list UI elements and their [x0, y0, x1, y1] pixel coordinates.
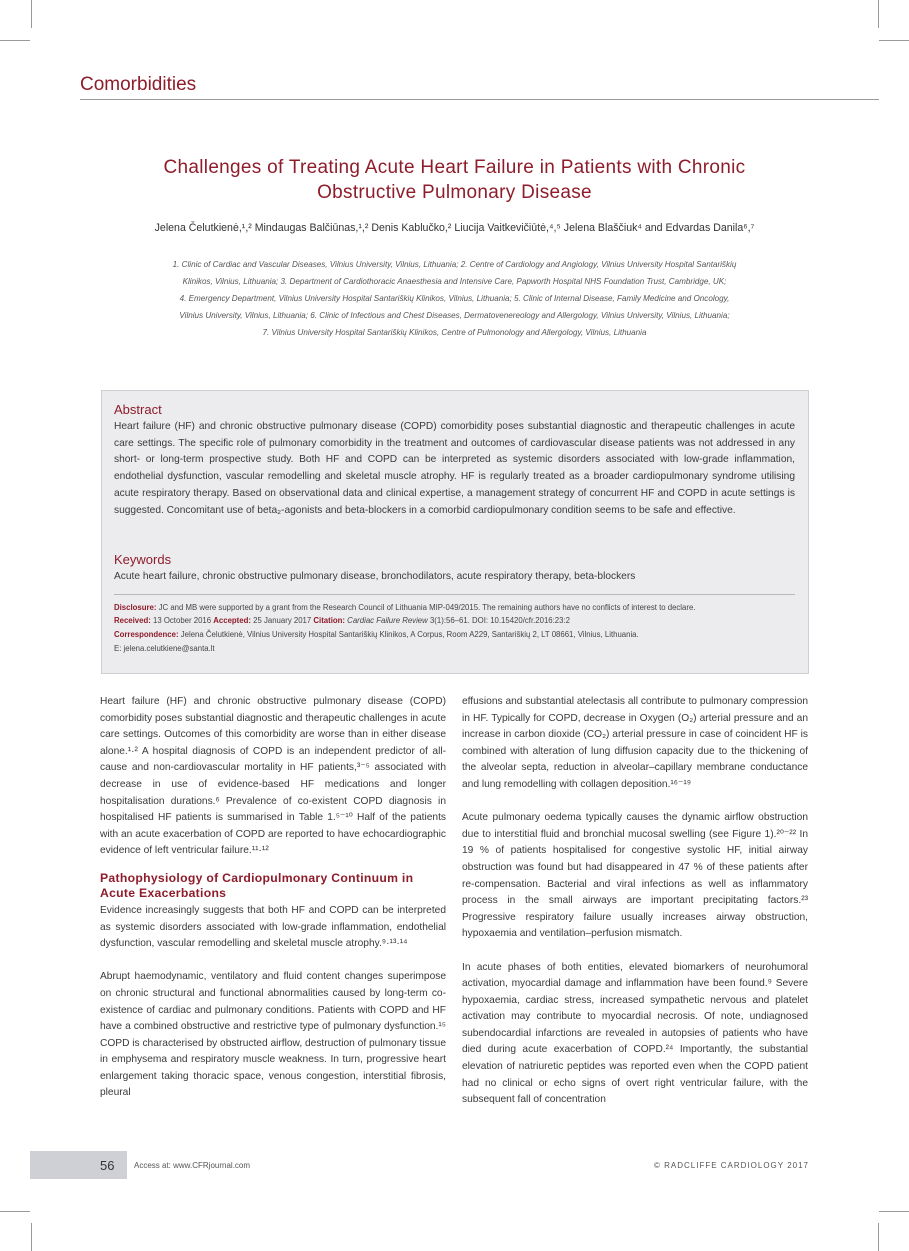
- body-paragraph: Acute pulmonary oedema typically causes the dynamic airflow obstruction due to interstitial fluid and bronchial mucosal swelling (see Figure 1).²⁰⁻²² In 19 % of patients hospitalised for congestive systolic HF, initial airway obstruction was found but had disappeared in 47 % of these patients after re-compensation. Bacterial and viral infections as well as inflammatory process in the small airways are important precipitating factors.²³ Progressive respiratory failure usually increases airway obstruction, hypoxaemia and ventilation–perfusion mismatch.: [462, 812, 808, 940]
- citation-label: Citation:: [313, 616, 346, 625]
- correspondence-label: Correspondence:: [114, 630, 179, 639]
- dates-line: [114, 616, 804, 625]
- abstract-divider: [114, 594, 795, 595]
- abstract-heading: Abstract: [114, 402, 162, 417]
- subsection-heading: Pathophysiology of Cardiopulmonary Continuum in Acute Exacerbations: [100, 870, 414, 900]
- keywords-heading: Keywords: [114, 552, 172, 567]
- body-column-left: [100, 694, 446, 1102]
- citation-rest: 3(1):56–61. DOI: 10.15420/cfr.2016:23:2: [429, 616, 570, 625]
- disclosure-text: JC and MB were supported by a grant from the Research Council of Lithuania MIP-049/2015. The remaining authors have no conflicts of interest to declare.: [156, 603, 696, 612]
- received-text: 13 October 2016: [150, 616, 214, 625]
- page-number: 56: [100, 1158, 115, 1173]
- body-paragraph: Evidence increasingly suggests that both HF and COPD can be interpreted as systemic disorders associated with low-grade inflammation, endothelial dysfunction, vascular remodelling and skeletal muscle atrophy.⁹·¹³·¹⁴: [100, 904, 446, 950]
- correspondence-line: [114, 630, 804, 639]
- section-header: Comorbidities: [80, 74, 197, 95]
- keywords-text: Acute heart failure, chronic obstructive pulmonary disease, bronchodilators, acute respiratory therapy, beta-blockers: [114, 571, 636, 582]
- crop-mark: [879, 1211, 909, 1212]
- article-title: [100, 155, 809, 205]
- crop-mark: [878, 0, 879, 28]
- affiliation-line: Klinikos, Vilnius, Lithuania; 3. Department of Cardiothoracic Anaesthesia and Intensive Care, Papworth Hospital NHS Foundation Trust, Cambridge, UK;: [182, 277, 727, 287]
- journal-url: Access at: www.CFRjournal.com: [134, 1161, 251, 1170]
- crop-mark: [879, 40, 909, 41]
- body-column-right: [462, 694, 808, 1109]
- crop-mark: [31, 1223, 32, 1251]
- affiliation-line: Vilnius University, Vilnius, Lithuania; 6. Clinic of Infectious and Chest Diseases, Dermatovenereology and Allergology, Vilnius University, Vilnius, Lithuania;: [179, 311, 730, 321]
- section-divider: [80, 99, 879, 100]
- crop-mark: [0, 1211, 30, 1212]
- body-paragraph: Abrupt haemodynamic, ventilatory and fluid content changes superimpose on chronic structural and functional abnormalities caused by long-term co-existence of cardiac and pulmonary conditions. Patients with COPD and HF have a combined obstructive and restrictive type of pulmonary dysfunction.¹⁵ COPD is characterised by obstructed airflow, destruction of pulmonary tissue in emphysema and respiratory muscle weakness. In turn, progressive heart enlargement taking thoracic space, venous congestion, interstitial fibrosis, pleural: [100, 971, 446, 1099]
- affiliations: [80, 256, 829, 341]
- received-label: Received:: [114, 616, 151, 625]
- affiliation-line: 1. Clinic of Cardiac and Vascular Diseases, Vilnius University, Vilnius, Lithuania; 2. Centre of Cardiology and Angiology, Vilnius University Hospital Santariškių: [172, 260, 737, 269]
- title-line: Obstructive Pulmonary Disease: [317, 182, 592, 203]
- author-list: Jelena Čelutkienė,¹,² Mindaugas Balčiūnas,¹,² Denis Kablučko,² Liucija Vaitkevičiūtė,⁴,⁵ Jelena Blaščiuk⁴ and Edvardas Danila⁶,⁷: [154, 222, 755, 234]
- crop-mark: [31, 0, 32, 28]
- copyright: © RADCLIFFE CARDIOLOGY 2017: [653, 1161, 809, 1170]
- accepted-label: Accepted:: [213, 616, 251, 625]
- title-line: Challenges of Treating Acute Heart Failure in Patients with Chronic: [163, 157, 746, 178]
- body-paragraph: In acute phases of both entities, elevated biomarkers of neurohumoral activation, myocardial damage and inflammation have been found.⁹ Severe hypoxaemia, cardiac stress, increased sympathetic nervous and platelet activation may contribute to myocardial necrosis. Of note, undiagnosed subendocardial infarctions are revealed in autopsies of patients who have died during acute exacerbation of COPD.²⁴ Importantly, the substantial elevation of natriuretic peptides was reported even when the COPD patient had no clinical or echo signs of overt right ventricular failure, with the subsequent fall of concentration: [462, 961, 808, 1106]
- affiliation-line: 4. Emergency Department, Vilnius University Hospital Santariškių Klinikos, Vilnius, Lithuania; 5. Clinic of Internal Disease, Family Medicine and Oncology,: [179, 294, 730, 304]
- body-paragraph: Heart failure (HF) and chronic obstructive pulmonary disease (COPD) comorbidity poses substantial diagnostic and therapeutic challenges in acute care settings. Outcomes of this comorbidity are worse than in either disease alone.¹·² A hospital diagnosis of COPD is an independent predictor of all-cause and non-cardiovascular mortality in HF patients,³⁻⁵ associated with decrease in use of evidence-based HF medications and longer hospitalisation durations.⁶ Prevalence of co-existent COPD diagnosis in hospitalised HF patients is summarised in Table 1.⁵⁻¹⁰ Half of the patients with an acute exacerbation of COPD are reported to have echocardiographic evidence of left ventricular failure.¹¹·¹²: [100, 696, 446, 857]
- disclosure-label: Disclosure:: [114, 603, 157, 612]
- correspondence-text: Jelena Čelutkienė, Vilnius University Hospital Santariškių Klinikos, A Corpus, Room A229, Santariškių 2, LT 08661, Vilnius, Lithuania.: [178, 630, 639, 639]
- crop-mark: [878, 1223, 879, 1251]
- accepted-text: 25 January 2017: [250, 616, 314, 625]
- email-line: E: jelena.celutkiene@santa.lt: [114, 644, 215, 653]
- disclosure-line: [114, 603, 804, 612]
- crop-mark: [0, 40, 30, 41]
- affiliation-line: 7. Vilnius University Hospital Santariškių Klinikos, Centre of Pulmonology and Allergology, Vilnius, Lithuania: [262, 328, 647, 338]
- body-paragraph: effusions and substantial atelectasis all contribute to pulmonary compression in HF. Typically for COPD, decrease in Oxygen (O₂) arterial pressure and an increase in carbon dioxide (CO₂) arterial pressure in case of coincident HF is combined with alteration of lung diffusion capacity due to the thickening of the alveolar septa, reduction in alveolar–capillary membrane conductance and lung remodelling with collagen deposition.¹⁶⁻¹⁹: [462, 696, 808, 790]
- abstract-text: Heart failure (HF) and chronic obstructive pulmonary disease (COPD) comorbidity poses substantial diagnostic and therapeutic challenges in acute care settings. The specific role of pulmonary comorbidity in the treatment and outcomes of cardiovascular disease patients was not addressed in any short- or long-term prospective study. Both HF and COPD can be interpreted as systemic disorders associated with low-grade inflammation, endothelial dysfunction, vascular remodelling and skeletal muscle atrophy. HF is regularly treated as a broader cardiopulmonary syndrome utilising acute respiratory therapy. Based on observational data and clinical expertise, a management strategy of concurrent HF and COPD in acute settings is suggested. Concomitant use of beta₂-agonists and beta-blockers in a comorbid cardiopulmonary condition seems to be safe and effective.: [114, 421, 795, 516]
- citation-journal: Cardiac Failure Review: [345, 616, 430, 625]
